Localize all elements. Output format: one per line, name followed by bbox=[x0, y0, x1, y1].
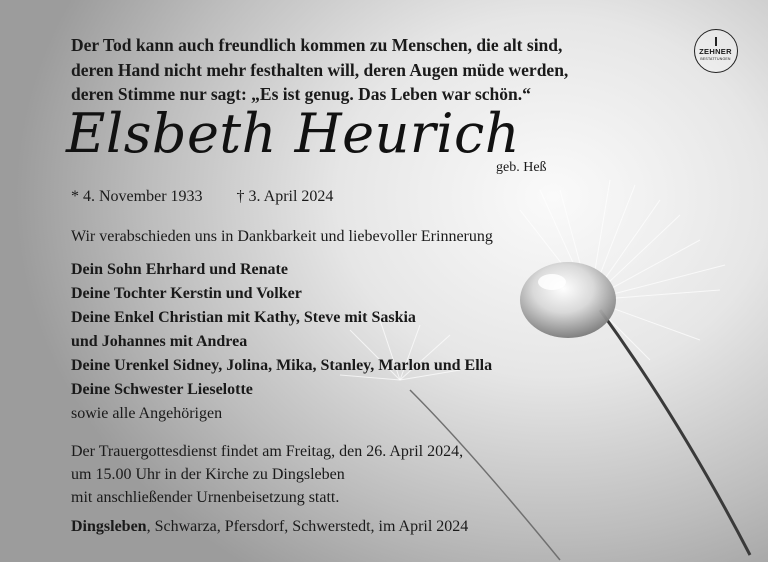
service-line: mit anschließender Urnenbeisetzung statt. bbox=[71, 489, 340, 506]
mourner-line: Deine Urenkel Sidney, Jolina, Mika, Stanley, Marlon und Ella bbox=[71, 357, 493, 374]
verse-line: deren Hand nicht mehr festhalten will, deren Augen müde werden, bbox=[71, 59, 569, 80]
death-date: † 3. April 2024 bbox=[236, 188, 334, 205]
place-town: Dingsleben bbox=[71, 518, 147, 535]
life-dates bbox=[71, 188, 333, 206]
mourners-closing: sowie alle Angehörigen bbox=[71, 405, 223, 422]
service-line: um 15.00 Uhr in der Kirche zu Dingsleben bbox=[71, 466, 345, 483]
place-and-date bbox=[71, 518, 468, 536]
funeral-home-logo bbox=[694, 29, 738, 73]
mourner-line: Deine Enkel Christian mit Kathy, Steve mit Saskia bbox=[71, 309, 416, 326]
service-details bbox=[71, 440, 463, 509]
birth-date: * 4. November 1933 bbox=[71, 188, 203, 205]
logo-subtitle: BESTATTUNGEN bbox=[700, 57, 731, 61]
opening-verse bbox=[71, 33, 568, 107]
mourner-line: und Johannes mit Andrea bbox=[71, 333, 248, 350]
funeral-home-logo-icon bbox=[715, 37, 717, 46]
mourner-line: Dein Sohn Ehrhard und Renate bbox=[71, 261, 288, 278]
birth-name: geb. Heß bbox=[496, 160, 547, 175]
verse-line: deren Stimme nur sagt: „Es ist genug. Das Leben war schön.“ bbox=[71, 84, 531, 104]
farewell-intro: Wir verabschieden uns in Dankbarkeit und liebevoller Erinnerung bbox=[71, 228, 493, 245]
mourner-line: Deine Tochter Kerstin und Volker bbox=[71, 285, 302, 302]
mourners-list bbox=[71, 258, 492, 426]
service-line: Der Trauergottesdienst findet am Freitag, den 26. April 2024, bbox=[71, 443, 464, 460]
deceased-name: Elsbeth Heurich bbox=[66, 102, 521, 165]
verse-line: Der Tod kann auch freundlich kommen zu Menschen, die alt sind, bbox=[71, 35, 563, 55]
place-rest: , Schwarza, Pfersdorf, Schwerstedt, im April 2024 bbox=[146, 518, 469, 535]
mourner-line: Deine Schwester Lieselotte bbox=[71, 381, 253, 398]
logo-title: ZEHNER bbox=[699, 47, 732, 56]
